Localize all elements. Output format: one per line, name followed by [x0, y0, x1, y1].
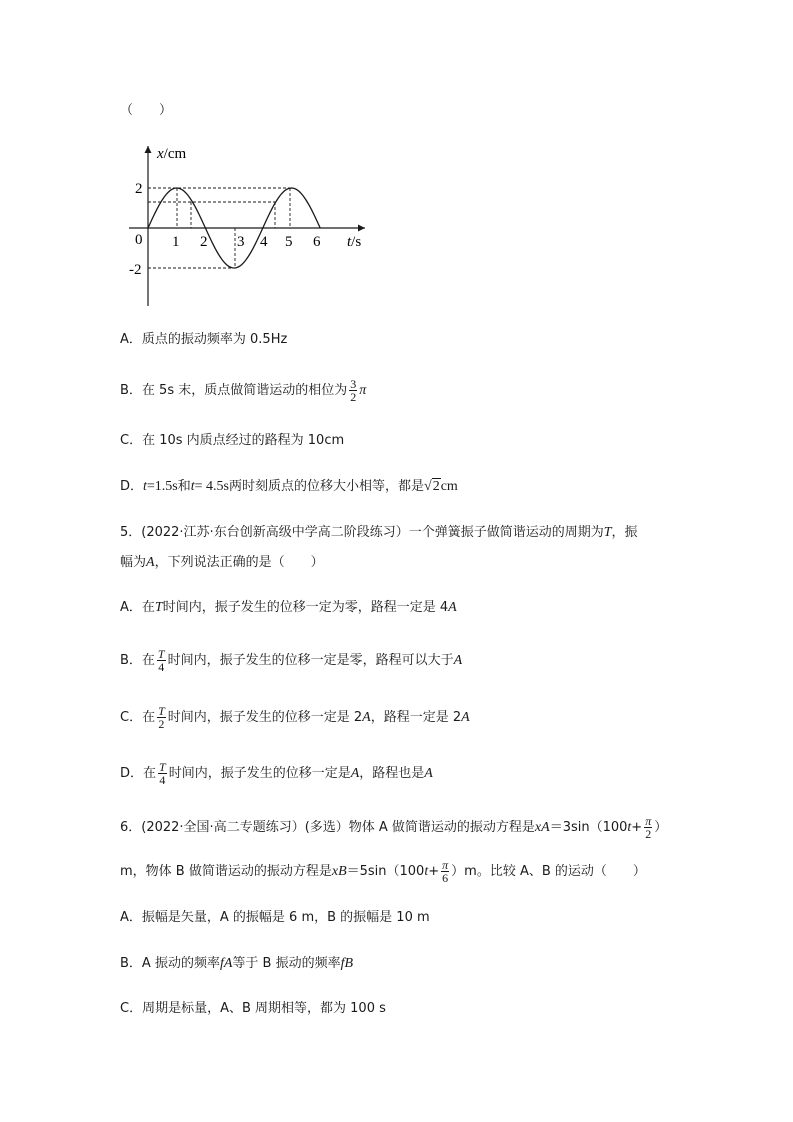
x-tick-6: 6: [313, 234, 321, 250]
q6-stem-line1: 6．(2022·全国·高二专题练习）(多选）物体 A 做简谐运动的振动方程是xA＝3sin（100t+ $\frac{\pi}{2}$ ）: [120, 814, 668, 841]
y-tick-2: 2: [135, 181, 143, 197]
q5-option-b: B．在 $\frac{T}{4}$ 时间内，振子发生的位移一定是零，路程可以大于A: [120, 647, 463, 674]
y-tick-neg2: -2: [129, 262, 142, 278]
q5-option-a: A．在T时间内，振子发生的位移一定为零，路程一定是 4A: [120, 600, 457, 615]
q5-stem-line2: 幅为A，下列说法正确的是（ ）: [120, 555, 324, 570]
displacement-time-graph: [115, 138, 375, 318]
x-tick-5: 5: [285, 234, 293, 250]
q6-option-c: C．周期是标量，A、B 周期相等，都为 100 s: [120, 1001, 386, 1016]
x-tick-2: 2: [200, 234, 208, 250]
q5-option-c: C．在 $\frac{T}{2}$ 时间内，振子发生的位移一定是 2A，路程一定是 2A: [120, 704, 470, 731]
x-tick-4: 4: [260, 234, 268, 250]
q4-option-b: B．在 5s 末，质点做简谐运动的相位为 $\frac{3}{2}$ π: [120, 377, 367, 404]
x-tick-1: 1: [172, 234, 180, 250]
origin-label: 0: [135, 232, 143, 248]
q5-option-d: D．在 $\frac{T}{4}$ 时间内，振子发生的位移一定是A，路程也是A: [120, 760, 433, 787]
q6-stem-line2: m，物体 B 做简谐运动的振动方程是xB＝5sin（100t+ $\frac{\pi}{6}$ ）m。比较 A、B 的运动（ ）: [120, 858, 646, 885]
x-tick-3: 3: [237, 234, 245, 250]
q5-stem-line1: 5．(2022·江苏·东台创新高级中学高二阶段练习）一个弹簧振子做简谐运动的周期为T，振: [120, 525, 638, 540]
q6-option-b: B．A 振动的频率fA等于 B 振动的频率fB: [120, 956, 354, 971]
question-answer-bracket: （ ）: [120, 103, 173, 118]
q4-option-c: C．在 10s 内质点经过的路程为 10cm: [120, 433, 345, 448]
q4-option-a: A．质点的振动频率为 0.5Hz: [120, 332, 288, 347]
q4-option-d: D．t=1.5s和t= 4.5s两时刻质点的位移大小相等，都是√2cm: [120, 479, 458, 494]
y-axis-label: x/cm: [157, 146, 187, 162]
q6-option-a: A．振幅是矢量，A 的振幅是 6 m，B 的振幅是 10 m: [120, 910, 430, 925]
x-axis-label: t/s: [347, 234, 362, 250]
